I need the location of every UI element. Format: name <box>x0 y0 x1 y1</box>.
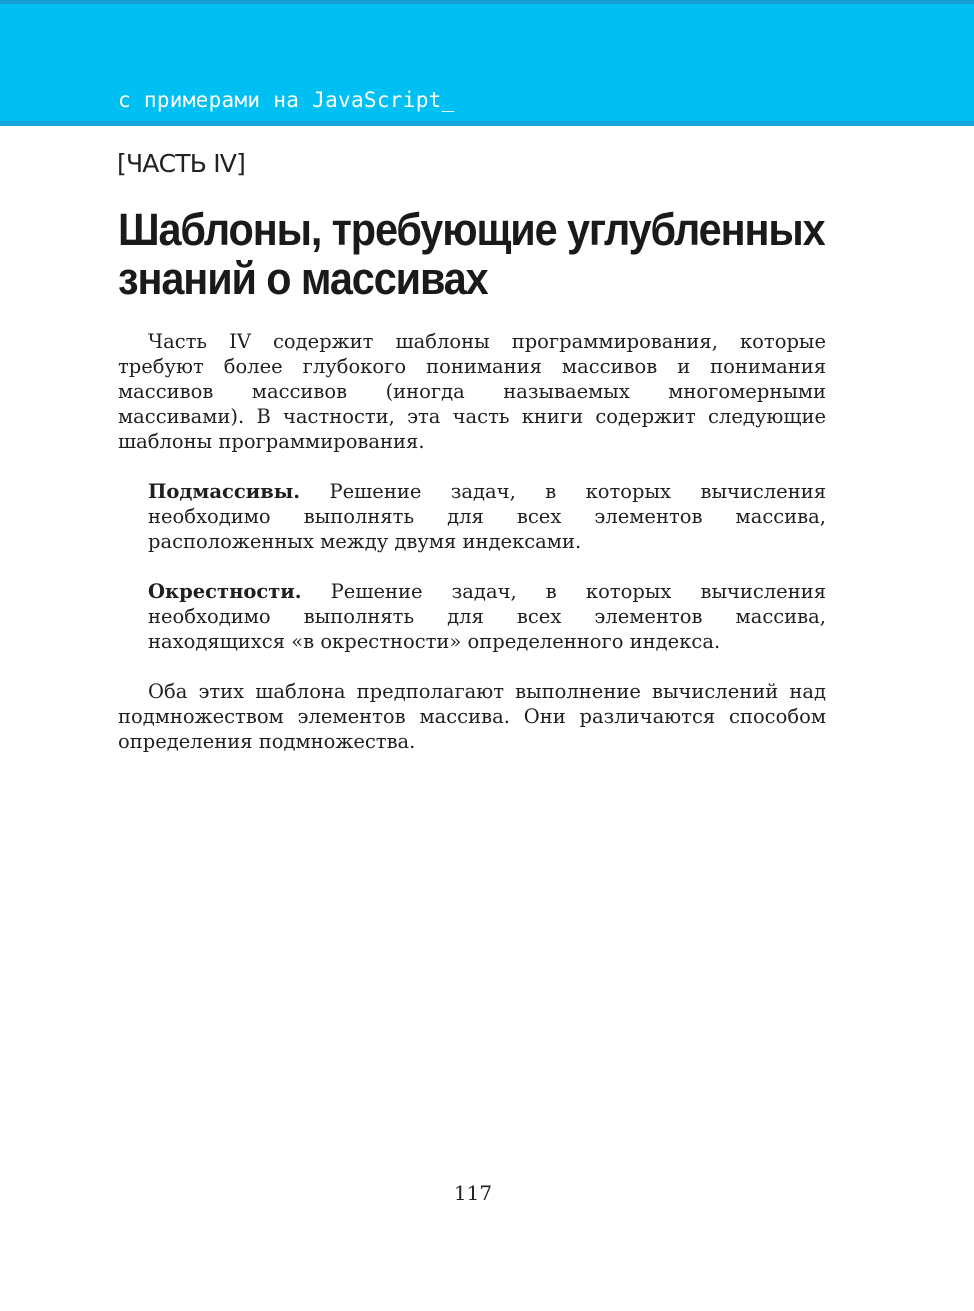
term-subarrays: Подмассивы. <box>148 480 301 503</box>
chapter-title-line-2: знаний о массивах <box>118 253 488 304</box>
term-neighborhoods: Окрестности. <box>148 580 302 603</box>
body-text <box>118 329 826 754</box>
header-rule <box>0 121 974 126</box>
page-number: 117 <box>453 1181 493 1205</box>
chapter-title <box>118 204 825 304</box>
definition-subarrays: Решение задач, в которых вычисления необходимо выполнять для всех элементов массива, расположенных между двумя индексами. <box>148 480 826 553</box>
closing-paragraph: Оба этих шаблона предполагают выполнение вычислений над подмножеством элементов массива. Они различаются способом определения подмножества. <box>118 680 826 753</box>
chapter-title-line-1: Шаблоны, требующие углубленных <box>118 204 825 255</box>
list-item-neighborhoods <box>148 579 826 654</box>
series-title: с примерами на JavaScript_ <box>118 88 455 112</box>
list-item-subarrays <box>148 479 826 554</box>
part-label: [ЧАСТЬ IV] <box>117 149 246 178</box>
definition-neighborhoods: Решение задач, в которых вычисления необходимо выполнять для всех элементов массива, находящихся «в окрестности» определенного индекса. <box>148 580 826 653</box>
intro-paragraph: Часть IV содержит шаблоны программирования, которые требуют более глубокого понимания массивов и понимания массивов массивов (иногда называемых многомерными массивами). В частности, эта часть книги содержит следующие шаблоны программирования. <box>118 330 826 453</box>
